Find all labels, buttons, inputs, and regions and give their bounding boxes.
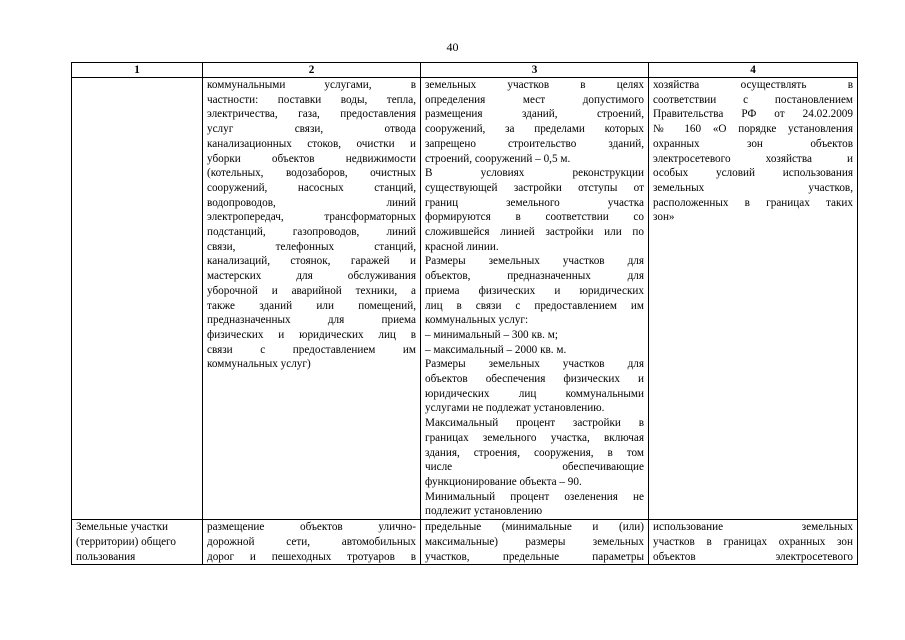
cell-line: Максимальный процент застройки в (425, 417, 644, 430)
cell-line: дорог и пешеходных тротуаров в (207, 550, 416, 563)
cell-line: участков в границах охранных зон (653, 535, 853, 548)
row2-col1-cell (72, 520, 203, 565)
cell-line: водопроводов, линий (207, 196, 416, 209)
cell-line: – максимальный – 2000 кв. м. (425, 343, 567, 356)
cell-line: № 160 «О порядке установления (653, 123, 853, 136)
cell-line: земельных участков в целях (425, 79, 644, 91)
cell-line: юридических лиц коммунальными (425, 387, 644, 400)
column-header-2: 2 (203, 63, 421, 78)
cell-line: размещение объектов улично- (207, 521, 416, 534)
cell-line: электричества, газа, предоставления (207, 108, 416, 121)
cell-line: подстанций, газопроводов, линий (207, 226, 416, 239)
cell-line: Минимальный процент озеленения не (425, 490, 644, 503)
cell-line: числе обеспечивающие (425, 461, 644, 474)
cell-line: В условиях реконструкции (425, 167, 644, 180)
cell-line: (котельных, водозаборов, очистных (207, 167, 416, 180)
regulations-table (71, 62, 858, 565)
cell-line: предельные (минимальные и (или) (425, 521, 644, 534)
cell-line: определения мест допустимого (425, 93, 644, 106)
cell-line: Правительства РФ от 24.02.2009 (653, 108, 853, 121)
cell-line: частности: поставки воды, тепла, (207, 93, 416, 106)
cell-line: лиц в связи с предоставлением им (425, 299, 644, 312)
cell-line: Земельные участки (76, 521, 169, 534)
cell-line: запрещено строительство зданий, (425, 137, 644, 150)
cell-line: здания, строения, сооружения, в том (425, 446, 644, 459)
column-header-1: 1 (72, 63, 203, 78)
cell-line: охранных зон объектов (653, 137, 853, 150)
column-header-3: 3 (421, 63, 649, 78)
column-header-4: 4 (649, 63, 858, 78)
cell-line: (территории) общего (76, 535, 176, 548)
cell-line: коммунальных услуг: (425, 314, 529, 327)
cell-line: границах земельного участка, включая (425, 431, 644, 444)
cell-line: участков, предельные параметры (425, 550, 644, 563)
cell-line: существующей застройки отступы от (425, 181, 644, 194)
cell-line: уборочной и аварийной техники, а (207, 284, 416, 297)
cell-line: электросетевого хозяйства и (653, 152, 853, 165)
cell-line: услуг связи, отвода (207, 123, 416, 136)
page-number: 40 (446, 40, 459, 54)
cell-line: зон» (653, 211, 675, 224)
cell-line: хозяйства осуществлять в (653, 79, 853, 91)
cell-line: максимальные) размеры земельных (425, 535, 644, 548)
cell-line: мастерских для обслуживания (207, 270, 416, 283)
cell-line: соответствии с постановлением (653, 93, 853, 106)
cell-line: приема физических и юридических (425, 284, 644, 297)
cell-line: коммунальными услугами, в (207, 79, 416, 91)
cell-line: сооружений, за пределами которых (425, 123, 644, 136)
cell-line: размещения зданий, строений, (425, 108, 644, 121)
cell-line: уборки объектов недвижимости (207, 152, 416, 165)
cell-line: формируются в соответствии со (425, 211, 644, 224)
cell-line: связи с предоставлением им (207, 343, 416, 356)
row1-col1-cell (72, 78, 203, 520)
cell-line: – минимальный – 300 кв. м; (425, 328, 558, 341)
row2-col4-cell (649, 520, 858, 565)
cell-line: предназначенных для приема (207, 314, 416, 327)
row2-col3-cell (421, 520, 649, 565)
cell-line: объектов обеспечения физических и (425, 373, 644, 386)
cell-line: услугами не подлежат установлению. (425, 402, 605, 415)
cell-line: подлежит установлению (425, 505, 543, 518)
cell-line: также зданий или помещений, (207, 299, 416, 312)
cell-line: границ земельного участка (425, 196, 644, 209)
cell-line: особых условий использования (653, 167, 853, 180)
cell-line: дорожной сети, автомобильных (207, 535, 416, 548)
cell-line: земельных участков, (653, 181, 853, 194)
cell-line: сложившейся линией застройки или по (425, 226, 644, 239)
cell-line: коммунальных услуг) (207, 358, 311, 371)
cell-line: сооружений, насосных станций, (207, 181, 416, 194)
cell-line: объектов, предназначенных для (425, 270, 644, 283)
cell-line: строений, сооружений – 0,5 м. (425, 152, 571, 165)
row1-col2-cell (203, 78, 421, 520)
cell-line: Размеры земельных участков для (425, 358, 644, 371)
cell-line: расположенных в границах таких (653, 196, 853, 209)
row1-col4-cell (649, 78, 858, 520)
cell-line: красной линии. (425, 240, 499, 253)
cell-line: использование земельных (653, 521, 853, 534)
cell-line: электропередач, трансформаторных (207, 211, 416, 224)
table-row (72, 520, 858, 565)
table-header-row (72, 63, 858, 78)
row2-col2-cell (203, 520, 421, 565)
cell-line: Размеры земельных участков для (425, 255, 644, 268)
row1-col3-cell (421, 78, 649, 520)
cell-line: функционирование объекта – 90. (425, 475, 582, 488)
cell-line: канализаций, стоянок, гаражей и (207, 255, 416, 268)
cell-line: канализационных стоков, очистки и (207, 137, 416, 150)
table-row (72, 78, 858, 520)
cell-line: связи, телефонных станций, (207, 240, 416, 253)
cell-line: физических и юридических лиц в (207, 328, 416, 341)
cell-line: объектов электросетевого (653, 550, 853, 563)
cell-line: пользования (76, 550, 136, 563)
